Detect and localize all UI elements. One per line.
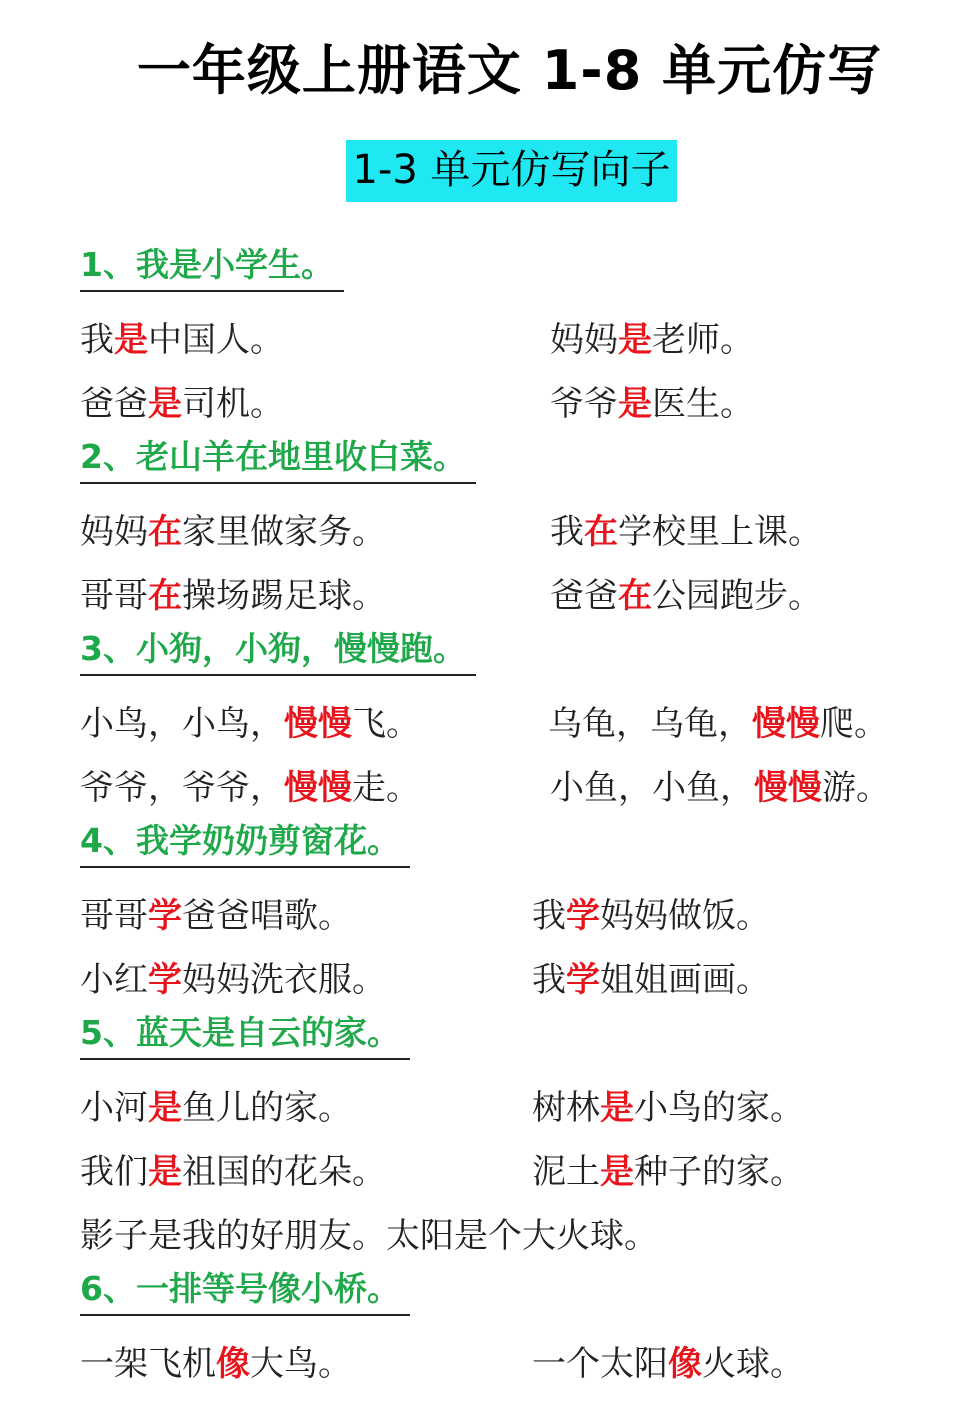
sentence-keyword: 是 (148, 1088, 182, 1128)
sentence-keyword: 是 (114, 320, 148, 360)
sentence-keyword: 在 (618, 576, 652, 616)
sentence-keyword: 慢慢 (754, 768, 822, 808)
example-row (80, 1076, 940, 1140)
example-right (550, 500, 822, 564)
sentence-text: 爷爷 (550, 384, 618, 424)
section-heading: 6、一排等号像小桥。 (80, 1268, 410, 1316)
example-extra-line: 影子是我的好朋友。太阳是个大火球。 (80, 1216, 658, 1256)
sentence-text: 妈妈 (80, 512, 148, 552)
sentence-text: 哥哥 (80, 576, 148, 616)
example-left (80, 564, 386, 628)
example-sentence (550, 768, 890, 808)
sentence-keyword: 是 (618, 384, 652, 424)
example-left (80, 1332, 352, 1396)
subtitle-banner: 1-3 单元仿写向子 (346, 140, 676, 202)
example-row (80, 756, 940, 820)
sentence-text: 游。 (822, 768, 890, 808)
page-title: 一年级上册语文 1-8 单元仿写 (136, 39, 883, 102)
example-right (550, 372, 754, 436)
sentence-text: 爷爷，爷爷， (80, 768, 284, 808)
example-sentence (550, 384, 754, 424)
sentence-keyword: 是 (600, 1152, 634, 1192)
sentence-text: 小红 (80, 960, 148, 1000)
sentence-text: 妈妈洗衣服。 (182, 960, 386, 1000)
example-row (80, 1332, 940, 1396)
example-right (550, 564, 822, 628)
sentence-keyword: 学 (566, 960, 600, 1000)
example-left (80, 884, 352, 948)
sentence-text: 大鸟。 (250, 1344, 352, 1384)
sentence-text: 妈妈做饭。 (600, 896, 770, 936)
sentence-text: 我 (80, 320, 114, 360)
example-row (80, 564, 940, 628)
sentence-keyword: 学 (148, 896, 182, 936)
section-heading-row (80, 1268, 940, 1332)
sentence-text: 妈妈 (550, 320, 618, 360)
sentence-text: 乌龟，乌龟， (548, 704, 752, 744)
example-right (550, 308, 754, 372)
sentence-text: 小鱼，小鱼， (550, 768, 754, 808)
example-right (550, 756, 890, 820)
example-left (80, 308, 284, 372)
example-sentence (532, 960, 770, 1000)
example-right (532, 1140, 804, 1204)
section-heading: 1、我是小学生。 (80, 244, 344, 292)
sentence-keyword: 学 (566, 896, 600, 936)
section-heading-row (80, 1012, 940, 1076)
sentence-text: 哥哥 (80, 896, 148, 936)
example-left (80, 948, 386, 1012)
sentence-text: 我们 (80, 1152, 148, 1192)
example-sentence (532, 1088, 804, 1128)
section-heading-row (80, 628, 940, 692)
example-right (548, 692, 888, 756)
sentence-text: 老师。 (652, 320, 754, 360)
example-left (80, 692, 420, 756)
worksheet-content (80, 244, 940, 1396)
section-heading-row (80, 436, 940, 500)
example-row (80, 692, 940, 756)
sentence-text: 学校里上课。 (618, 512, 822, 552)
sentence-keyword: 在 (584, 512, 618, 552)
sentence-text: 爬。 (820, 704, 888, 744)
sentence-text: 我 (532, 960, 566, 1000)
example-sentence (532, 896, 770, 936)
sentence-text: 爸爸 (80, 384, 148, 424)
example-row (80, 948, 940, 1012)
sentence-text: 爸爸 (550, 576, 618, 616)
example-sentence (80, 896, 352, 936)
sentence-text: 一个太阳 (532, 1344, 668, 1384)
example-left (80, 756, 420, 820)
sentence-text: 飞。 (352, 704, 420, 744)
sentence-keyword: 像 (216, 1344, 250, 1384)
example-left (80, 500, 386, 564)
example-sentence (532, 1152, 804, 1192)
example-sentence (80, 384, 284, 424)
sentence-keyword: 像 (668, 1344, 702, 1384)
sentence-text: 小河 (80, 1088, 148, 1128)
example-sentence (550, 512, 822, 552)
section-heading-row (80, 820, 940, 884)
example-sentence (80, 704, 420, 744)
sentence-keyword: 是 (600, 1088, 634, 1128)
sentence-text: 火球。 (702, 1344, 804, 1384)
subtitle-wrap (0, 140, 959, 202)
example-sentence (80, 960, 386, 1000)
example-sentence (80, 768, 420, 808)
sentence-keyword: 在 (148, 576, 182, 616)
sentence-text: 一架飞机 (80, 1344, 216, 1384)
sentence-text: 小鸟的家。 (634, 1088, 804, 1128)
sentence-keyword: 慢慢 (284, 768, 352, 808)
section-heading-row (80, 244, 940, 308)
example-row (80, 500, 940, 564)
sentence-text: 司机。 (182, 384, 284, 424)
example-left (80, 372, 284, 436)
sentence-text: 小鸟，小鸟， (80, 704, 284, 744)
example-sentence (550, 576, 822, 616)
example-left (80, 1076, 352, 1140)
sentence-text: 我 (532, 896, 566, 936)
example-left (80, 1140, 386, 1204)
example-right (532, 948, 770, 1012)
sentence-text: 操场踢足球。 (182, 576, 386, 616)
sentence-text: 医生。 (652, 384, 754, 424)
sentence-text: 中国人。 (148, 320, 284, 360)
example-row-extra (80, 1204, 940, 1268)
sentence-keyword: 慢慢 (752, 704, 820, 744)
sentence-text: 泥土 (532, 1152, 600, 1192)
example-sentence (550, 320, 754, 360)
sentence-text: 爸爸唱歌。 (182, 896, 352, 936)
sentence-text: 鱼儿的家。 (182, 1088, 352, 1128)
example-right (532, 1076, 804, 1140)
sentence-keyword: 是 (148, 384, 182, 424)
sentence-text: 家里做家务。 (182, 512, 386, 552)
section-heading: 3、小狗，小狗，慢慢跑。 (80, 628, 476, 676)
example-sentence (80, 1344, 352, 1384)
sentence-keyword: 是 (148, 1152, 182, 1192)
sentence-text: 树林 (532, 1088, 600, 1128)
sentence-keyword: 是 (618, 320, 652, 360)
sentence-keyword: 学 (148, 960, 182, 1000)
sentence-text: 公园跑步。 (652, 576, 822, 616)
section-heading: 4、我学奶奶剪窗花。 (80, 820, 410, 868)
example-row (80, 372, 940, 436)
example-sentence (80, 320, 284, 360)
example-right (532, 884, 770, 948)
sentence-text: 种子的家。 (634, 1152, 804, 1192)
example-sentence (548, 704, 888, 744)
example-sentence (80, 512, 386, 552)
example-sentence (80, 1088, 352, 1128)
example-row (80, 884, 940, 948)
sentence-text: 我 (550, 512, 584, 552)
sentence-keyword: 慢慢 (284, 704, 352, 744)
sentence-text: 祖国的花朵。 (182, 1152, 386, 1192)
sentence-text: 走。 (352, 768, 420, 808)
example-sentence (80, 1152, 386, 1192)
example-sentence (532, 1344, 804, 1384)
example-right (532, 1332, 804, 1396)
example-row (80, 1140, 940, 1204)
example-sentence (80, 576, 386, 616)
example-row (80, 308, 940, 372)
section-heading: 5、蓝天是自云的家。 (80, 1012, 410, 1060)
sentence-keyword: 在 (148, 512, 182, 552)
sentence-text: 姐姐画画。 (600, 960, 770, 1000)
section-heading: 2、老山羊在地里收白菜。 (80, 436, 476, 484)
